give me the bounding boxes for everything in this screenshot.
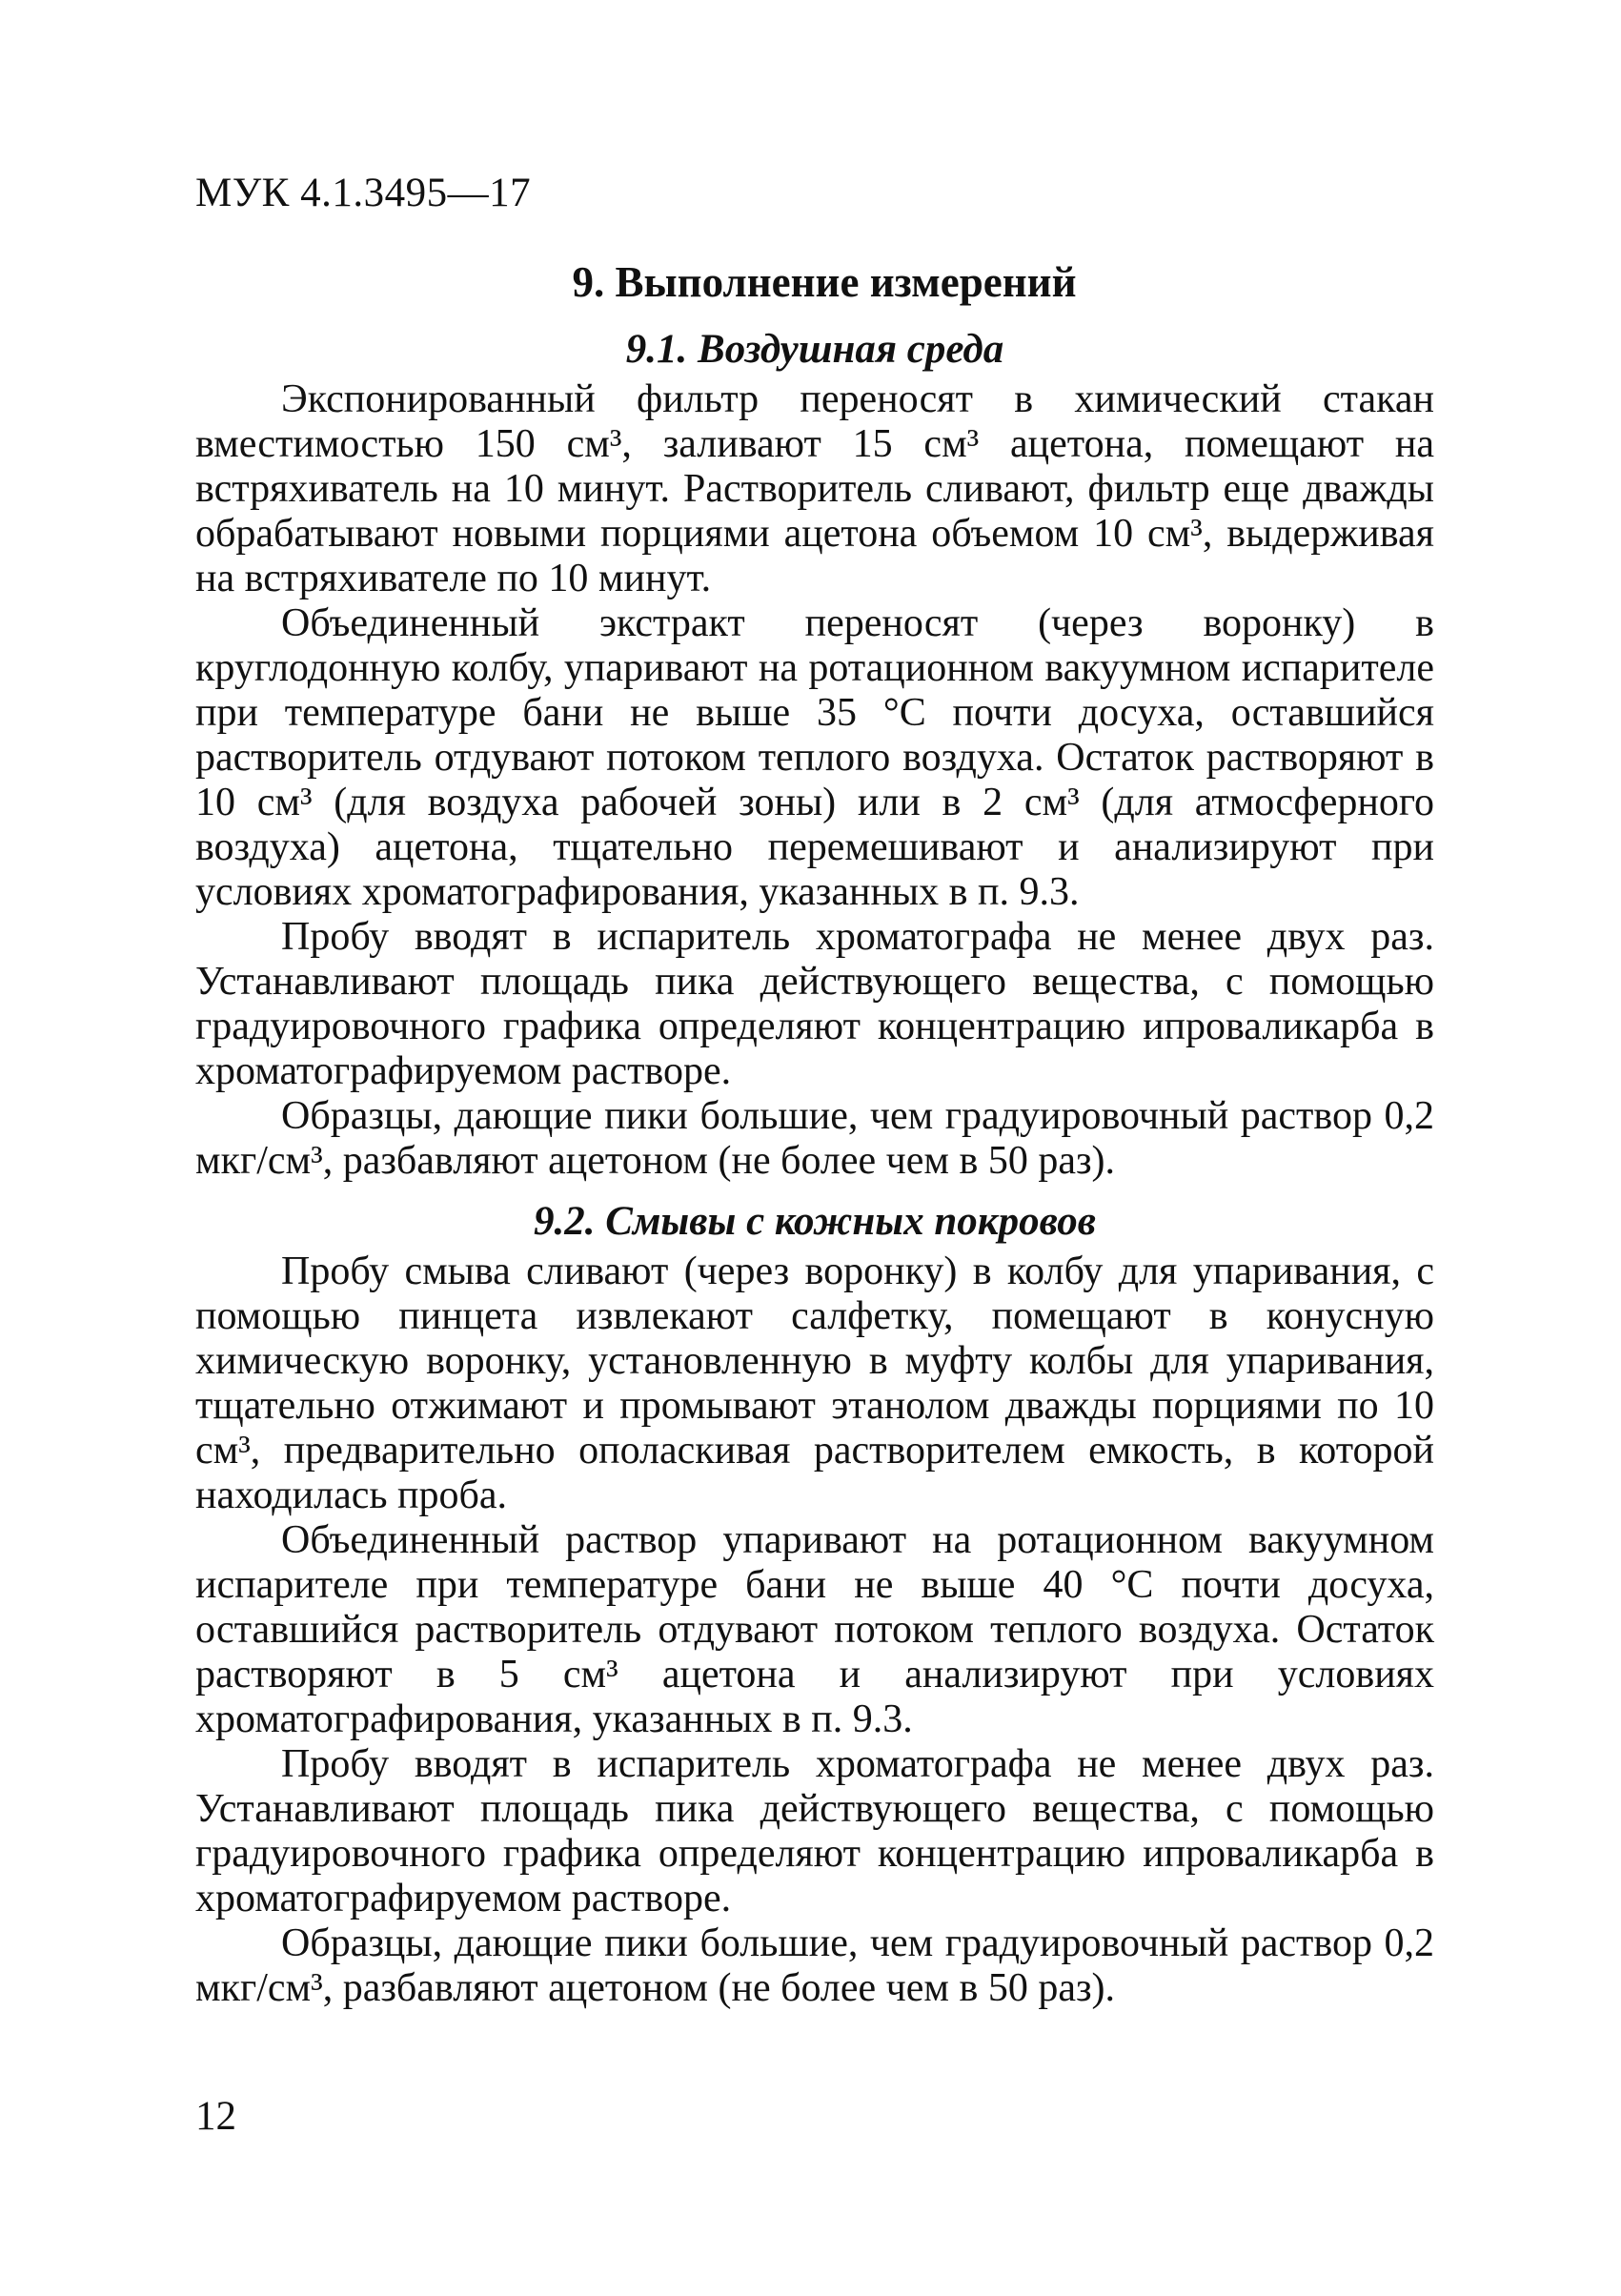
paragraph: Пробу вводят в испаритель хроматографа не менее двух раз. Устанавливают площадь пика действующего вещества, с помощью градуировочного графика определяют концентрацию ипроваликарба в хроматографируемом растворе. xyxy=(195,1742,1434,1920)
paragraph: Пробу смыва сливают (через воронку) в колбу для упаривания, с помощью пинцета извлекают салфетку, помещают в конусную химическую воронку, установленную в муфту колбы для упаривания, тщательно отжимают и промывают этанолом дважды порциями по 10 см³, предварительно ополаскивая растворителем емкость, в которой находилась проба. xyxy=(195,1250,1434,1517)
subsection-air-body xyxy=(195,377,1434,1184)
paragraph: Пробу вводят в испаритель хроматографа не менее двух раз. Устанавливают площадь пика действующего вещества, с помощью градуировочного графика определяют концентрацию ипроваликарба в хроматографируемом растворе. xyxy=(195,915,1434,1093)
paragraph: Экспонированный фильтр переносят в химический стакан вместимостью 150 см³, заливают 15 см³ ацетона, помещают на встряхиватель на 10 минут. Растворитель сливают, фильтр еще дважды обрабатывают новыми порциями ацетона объемом 10 см³, выдерживая на встряхивателе по 10 минут. xyxy=(195,377,1434,600)
subsection-title-skin: 9.2. Смывы с кожных покровов xyxy=(534,1199,1096,1244)
paragraph: Объединенный раствор упаривают на ротационном вакуумном испарителе при температуре бани не выше 40 °С почти досуха, оставшийся растворитель отдувают потоком теплого воздуха. Остаток растворяют в 5 см³ ацетона и анализируют при условиях хроматографирования, указанных в п. 9.3. xyxy=(195,1518,1434,1741)
subsection-title-air: 9.1. Воздушная среда xyxy=(625,327,1004,372)
subsection-skin-body xyxy=(195,1250,1434,2011)
paragraph: Образцы, дающие пики большие, чем градуировочный раствор 0,2 мкг/см³, разбавляют ацетоном (не более чем в 50 раз). xyxy=(195,1094,1434,1183)
section-title: 9. Выполнение измерений xyxy=(572,258,1077,306)
paragraph: Образцы, дающие пики большие, чем градуировочный раствор 0,2 мкг/см³, разбавляют ацетоном (не более чем в 50 раз). xyxy=(195,1921,1434,2010)
paragraph: Объединенный экстракт переносят (через воронку) в круглодонную колбу, упаривают на ротационном вакуумном испарителе при температуре бани не выше 35 °С почти досуха, оставшийся растворитель отдувают потоком теплого воздуха. Остаток растворяют в 10 см³ (для воздуха рабочей зоны) или в 2 см³ (для атмосферного воздуха) ацетона, тщательно перемешивают и анализируют при условиях хроматографирования, указанных в п. 9.3. xyxy=(195,601,1434,914)
document-code: МУК 4.1.3495—17 xyxy=(195,171,532,215)
page-number: 12 xyxy=(195,2094,236,2139)
